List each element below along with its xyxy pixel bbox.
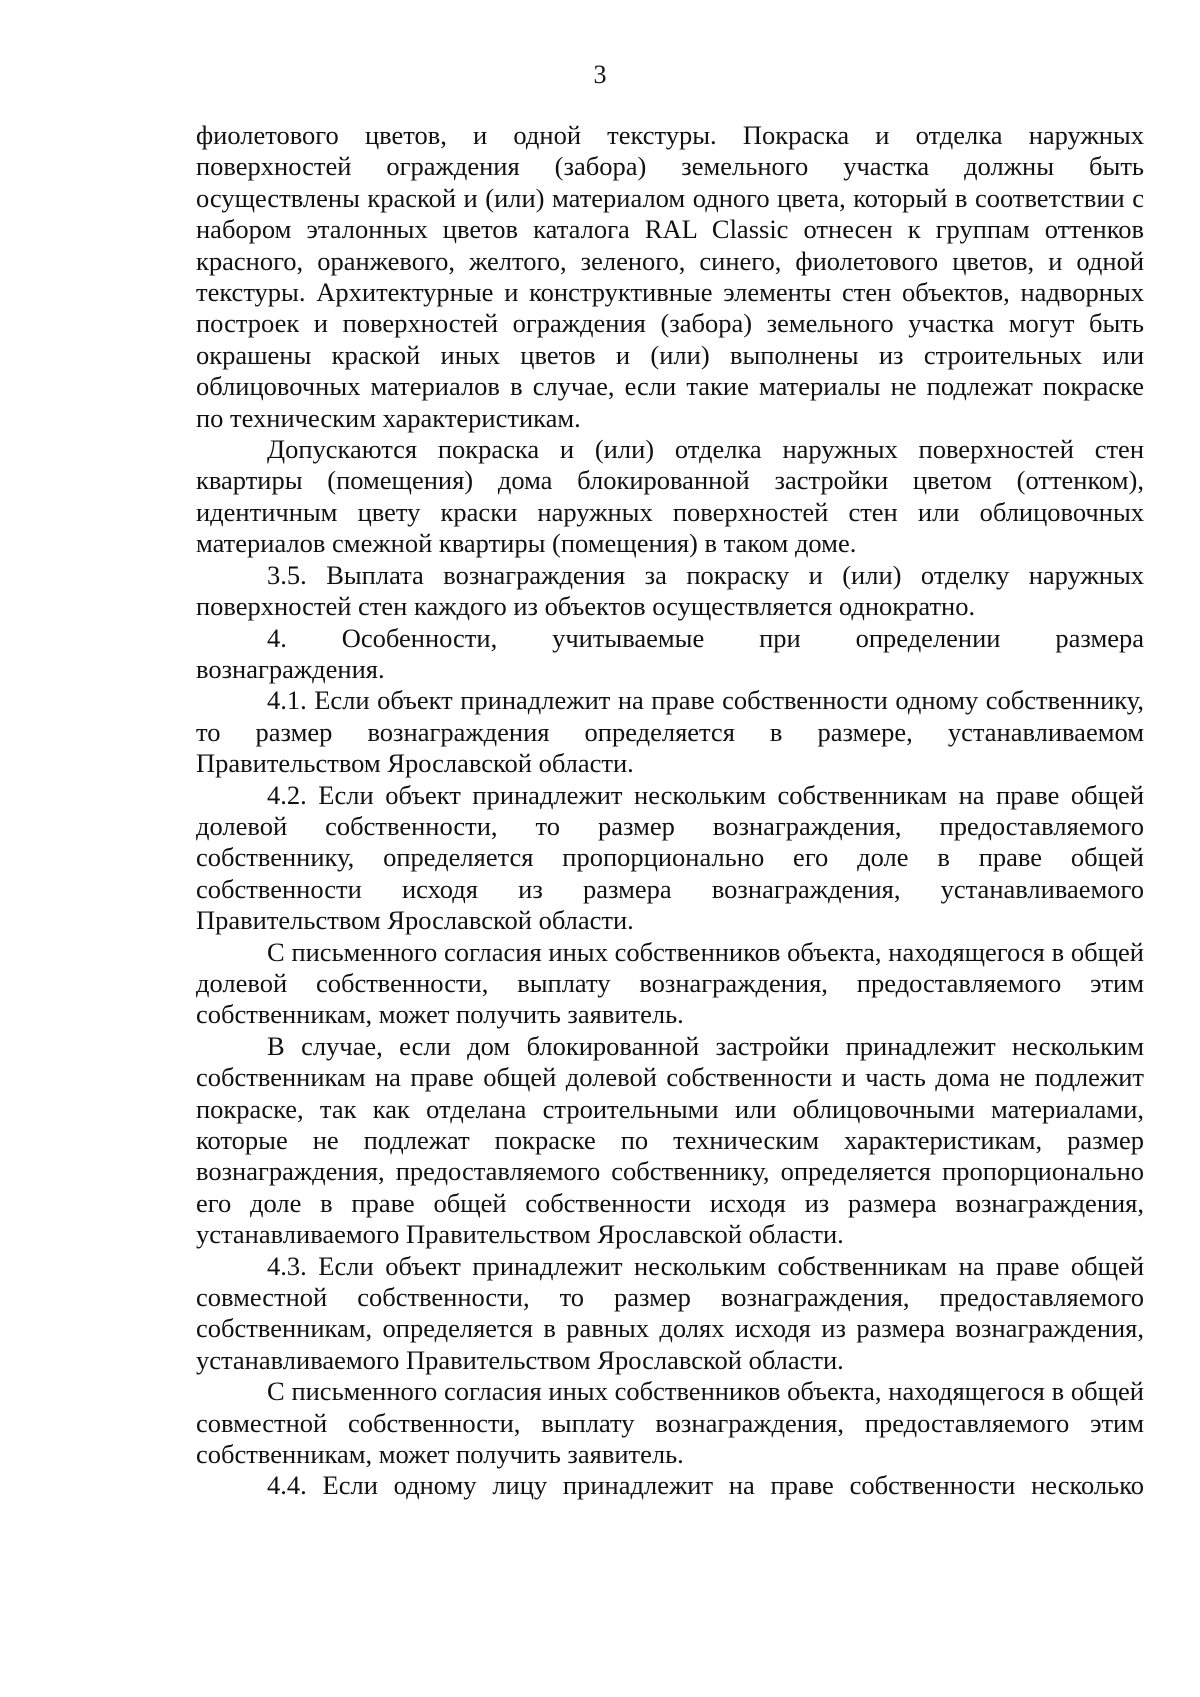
paragraph-4-2-consent: С письменного согласия иных собственников объекта, находящегося в общей долевой собственности, выплату вознаграждения, предоставляемого этим собственникам, может получить заявитель.: [196, 936, 1144, 1030]
paragraph-4-1: 4.1. Если объект принадлежит на праве собственности одному собственнику, то размер вознаграждения определяется в размере, устанавливаемом Правительством Ярославской области.: [196, 685, 1144, 779]
paragraph-4-3-consent: С письменного согласия иных собственников объекта, находящегося в общей совместной собственности, выплату вознаграждения, предоставляемого этим собственникам, может получить заявитель.: [196, 1376, 1144, 1470]
section-4-heading-continued: вознаграждения.: [196, 653, 385, 684]
page-number: 3: [593, 60, 607, 89]
paragraph-4-2-blocked-house: В случае, если дом блокированной застройки принадлежит нескольким собственникам на праве общей долевой собственности и часть дома не подлежит покраске, так как отделана строительными или облицовочными материалами, которые не подлежат покраске по техническим характеристикам, размер вознаграждения, предоставляемого собственнику, определяется пропорционально его доле в праве общей собственности исходя из размера вознаграждения, устанавливаемого Правительством Ярославской области.: [196, 1030, 1144, 1250]
paragraph-4-2: 4.2. Если объект принадлежит нескольким собственникам на праве общей долевой собственности, то размер вознаграждения, предоставляемого собственнику, определяется пропорционально его доле в праве общей собственности исходя из размера вознаграждения, устанавливаемого Правительством Ярославской области.: [196, 779, 1144, 936]
paragraph-4-4: 4.4. Если одному лицу принадлежит на праве собственности несколько: [267, 1470, 1144, 1501]
paragraph-4-3: 4.3. Если объект принадлежит нескольким собственникам на праве общей совместной собственности, то размер вознаграждения, предоставляемого собственникам, определяется в равных долях исходя из размера вознаграждения, устанавливаемого Правительством Ярославской области.: [196, 1250, 1144, 1375]
paragraph-2: Допускаются покраска и (или) отделка наружных поверхностей стен квартиры (помещения) дома блокированной застройки цветом (оттенком), идентичным цвету краски наружных поверхностей стен или облицовочных материалов смежной квартиры (помещения) в таком доме.: [196, 434, 1144, 559]
document-body: [196, 120, 1144, 1502]
section-4-heading: 4. Особенности, учитываемые при определении размера: [267, 622, 1144, 653]
paragraph-1: фиолетового цветов, и одной текстуры. Покраска и отделка наружных поверхностей ограждения (забора) земельного участка должны быть осуществлены краской и (или) материалом одного цвета, который в соответствии с набором эталонных цветов каталога RAL Classic отнесен к группам оттенков красного, оранжевого, желтого, зеленого, синего, фиолетового цветов, и одной текстуры. Архитектурные и конструктивные элементы стен объектов, надворных построек и поверхностей ограждения (забора) земельного участка могут быть окрашены краской иных цветов и (или) выполнены из строительных или облицовочных материалов в случае, если такие материалы не подлежат покраске по техническим характеристикам.: [196, 120, 1144, 433]
paragraph-3-5: 3.5. Выплата вознаграждения за покраску и (или) отделку наружных поверхностей стен каждого из объектов осуществляется однократно.: [196, 559, 1144, 622]
